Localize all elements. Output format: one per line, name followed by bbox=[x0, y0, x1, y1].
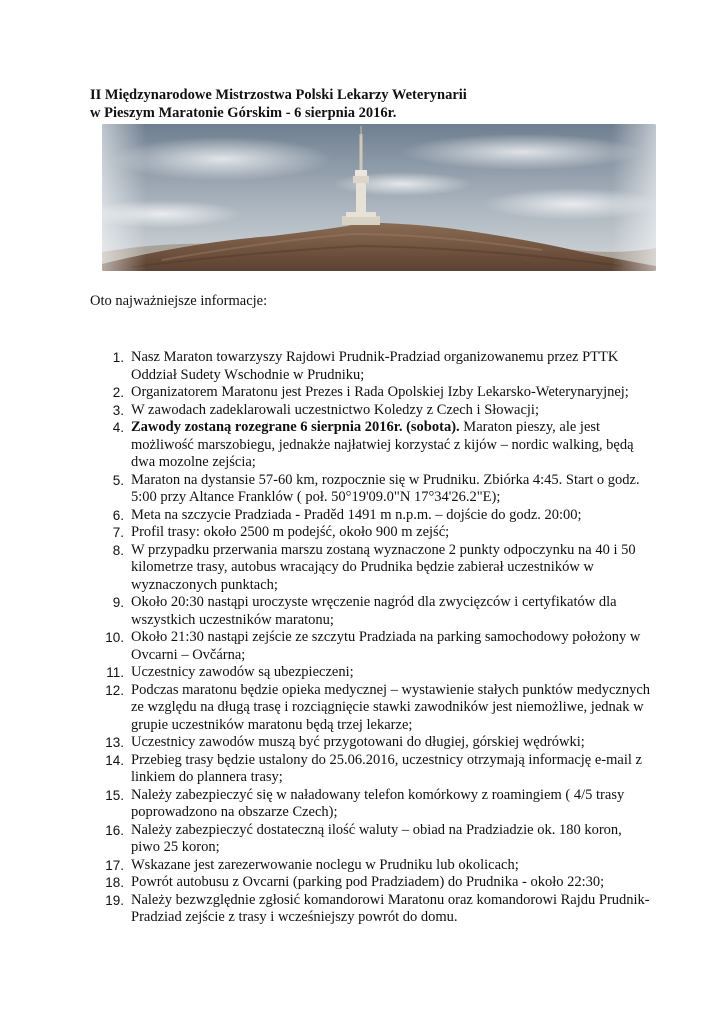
list-item-text: Należy zabezpieczyć dostateczną ilość waluty – obiad na Pradziadzie ok. 180 koron, piwo 25 koron; bbox=[131, 821, 622, 855]
list-item-text: Organizatorem Maratonu jest Prezes i Rada Opolskiej Izby Lekarsko-Weterynaryjnej; bbox=[131, 384, 629, 400]
list-item bbox=[90, 384, 650, 402]
list-item-text: Około 20:30 nastąpi uroczyste wręczenie nagród dla zwycięzców i certyfikatów dla wszystkich uczestników maratonu; bbox=[131, 594, 617, 628]
list-number: 8. bbox=[112, 542, 124, 558]
list-item bbox=[90, 542, 650, 595]
list-number: 4. bbox=[112, 420, 124, 435]
list-item-text: Należy bezwzględnie zgłosić komandorowi Maratonu oraz komandorowi Rajdu Prudnik-Pradziad zejście z trasy i wcześniejszy powrót do domu. bbox=[131, 891, 650, 925]
list-item bbox=[90, 524, 650, 542]
list-item bbox=[90, 682, 650, 735]
list-item-text: Przebieg trasy będzie ustalony do 25.06.2016, uczestnicy otrzymają informację e-mail z linkiem do plannera trasy; bbox=[131, 751, 642, 785]
list-number: 7. bbox=[112, 525, 124, 540]
list-item-text: Należy zabezpieczyć się w naładowany telefon komórkowy z roamingiem ( 4/5 trasy poprowadzono na obszarze Czech); bbox=[131, 786, 625, 820]
list-item-text: Nasz Maraton towarzyszy Rajdowi Prudnik-Pradziad organizowanemu przez PTTK Oddział Sudety Wschodnie w Prudniku; bbox=[131, 349, 619, 383]
list-number: 18. bbox=[105, 875, 124, 890]
list-item-text: Powrót autobusu z Ovcarni (parking pod Pradziadem) do Prudnika - około 22:30; bbox=[131, 874, 605, 890]
list-item-text: Profil trasy: około 2500 m podejść, około 900 m zejść; bbox=[131, 524, 450, 540]
list-item-text: Podczas maratonu będzie opieka medycznej – wystawienie stałych punktów medycznych ze względu na długą trasę i rozciągnięcie stawki zawodników jest niemożliwe, jednak w grupie uczestników maratonu będą trzej lekarze; bbox=[131, 681, 651, 733]
list-item-text: W przypadku przerwania marszu zostaną wyznaczone 2 punkty odpoczynku na 40 i 50 kilometrze trasy, autobus wracający do Prudnika będzie zabierał uczestników w wyznaczonych punktach; bbox=[131, 541, 636, 593]
list-item-text: W zawodach zadeklarowali uczestnictwo Koledzy z Czech i Słowacji; bbox=[131, 401, 539, 418]
list-item bbox=[90, 402, 650, 420]
list-number: 2. bbox=[112, 385, 124, 400]
list-number: 17. bbox=[105, 857, 124, 873]
list-item-text: Maraton pieszy, ale jest możliwość marszobiegu, jednakże najłatwiej korzystać z kijów – nordic walking, będą dwa mozolne zejścia; bbox=[131, 419, 634, 470]
list-item bbox=[90, 594, 650, 629]
list-item bbox=[90, 472, 650, 507]
list-item-text: Uczestnicy zawodów muszą być przygotowani do długiej, górskiej wędrówki; bbox=[131, 734, 585, 750]
list-item bbox=[90, 822, 650, 857]
information-list bbox=[90, 349, 650, 927]
list-item-text: Około 21:30 nastąpi zejście ze szczytu Pradziada na parking samochodowy położony w Ovcarni – Ovčárna; bbox=[131, 629, 641, 663]
list-item-bold-text: Zawody zostaną rozegrane 6 sierpnia 2016r. (sobota). bbox=[131, 419, 460, 435]
list-item bbox=[90, 734, 650, 752]
list-number: 10. bbox=[105, 630, 124, 645]
list-number: 11. bbox=[106, 665, 124, 680]
list-item-text: Maraton na dystansie 57-60 km, rozpocznie się w Prudniku. Zbiórka 4:45. Start o godz. 5:00 przy Altance Franklów ( poł. 50°19'09.0"N 17°34'26.2"E); bbox=[131, 471, 640, 505]
list-item-text: Uczestnicy zawodów są ubezpieczeni; bbox=[131, 664, 354, 680]
list-number: 9. bbox=[112, 595, 124, 610]
list-number: 14. bbox=[105, 752, 124, 768]
list-number: 13. bbox=[105, 735, 124, 750]
list-item bbox=[90, 629, 650, 664]
list-item bbox=[90, 874, 650, 892]
list-number: 1. bbox=[112, 350, 124, 365]
title-line-1: II Międzynarodowe Mistrzostwa Polski Lekarzy Weterynarii bbox=[90, 87, 467, 103]
list-item bbox=[90, 752, 650, 787]
list-number: 6. bbox=[112, 507, 124, 523]
mountain-tower-photo bbox=[102, 124, 656, 271]
list-number: 12. bbox=[105, 682, 124, 698]
list-item-text: Wskazane jest zarezerwowanie noclegu w Prudniku lub okolicach; bbox=[131, 856, 519, 873]
list-item bbox=[90, 507, 650, 525]
document-title bbox=[90, 86, 467, 122]
list-item bbox=[90, 419, 650, 472]
list-item bbox=[90, 787, 650, 822]
list-item bbox=[90, 857, 650, 875]
list-item bbox=[90, 349, 650, 384]
list-number: 19. bbox=[105, 892, 124, 908]
title-line-2: w Pieszym Maratonie Górskim - 6 sierpnia 2016r. bbox=[90, 105, 397, 121]
list-number: 16. bbox=[105, 822, 124, 838]
list-item bbox=[90, 664, 650, 682]
list-item-text: Meta na szczycie Pradziada - Praděd 1491 m n.p.m. – dojście do godz. 20:00; bbox=[131, 506, 582, 523]
list-number: 15. bbox=[105, 787, 124, 803]
list-item bbox=[90, 892, 650, 927]
intro-text: Oto najważniejsze informacje: bbox=[90, 293, 268, 309]
list-number: 5. bbox=[112, 472, 124, 488]
list-number: 3. bbox=[112, 402, 124, 418]
